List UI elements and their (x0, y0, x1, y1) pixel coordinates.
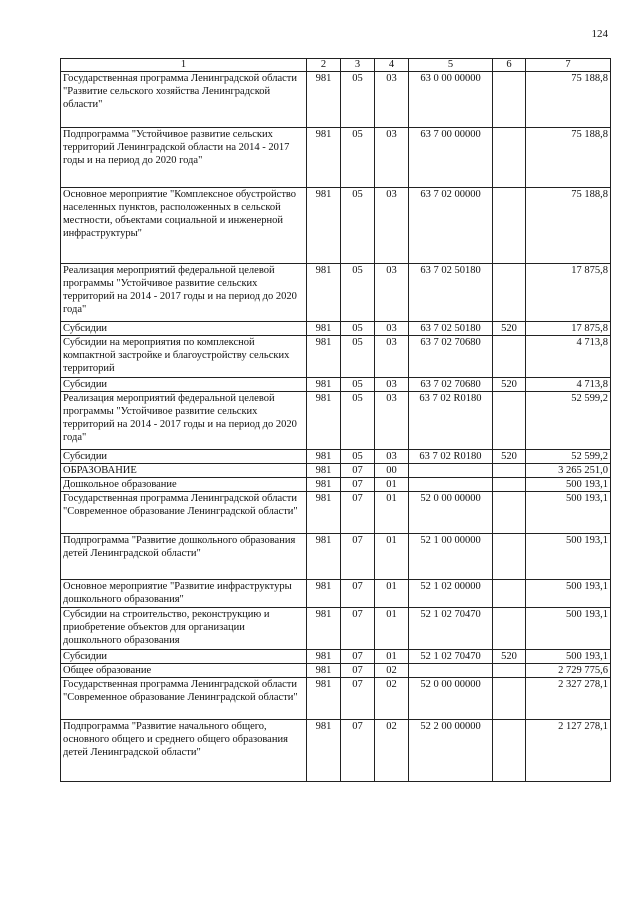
row-ministry-code-cell: 981 (307, 720, 341, 782)
row-name-cell: ОБРАЗОВАНИЕ (61, 464, 307, 478)
row-section-cell: 07 (341, 608, 375, 650)
row-amount-cell: 75 188,8 (526, 188, 611, 264)
row-section-cell: 05 (341, 128, 375, 188)
row-name-cell: Государственная программа Ленинградской области "Современное образование Ленинградской области" (61, 492, 307, 534)
row-name-cell: Субсидии (61, 322, 307, 336)
row-section-cell: 07 (341, 492, 375, 534)
column-header: 4 (375, 59, 409, 72)
row-section-cell: 05 (341, 322, 375, 336)
row-target-code-cell: 63 7 02 50180 (409, 322, 493, 336)
table-row (61, 128, 611, 188)
row-ministry-code-cell: 981 (307, 322, 341, 336)
row-ministry-code-cell: 981 (307, 336, 341, 378)
row-target-code-cell (409, 464, 493, 478)
row-name-cell: Субсидии на мероприятия по комплексной компактной застройке и благоустройству сельских территорий (61, 336, 307, 378)
row-target-code-cell: 52 0 00 00000 (409, 492, 493, 534)
row-ministry-code-cell: 981 (307, 264, 341, 322)
row-expense-type-cell (493, 188, 526, 264)
row-expense-type-cell (493, 478, 526, 492)
row-name-cell: Подпрограмма "Устойчивое развитие сельских территорий Ленинградской области на 2014 - 2017 годы и на период до 2020 года" (61, 128, 307, 188)
row-amount-cell: 500 193,1 (526, 492, 611, 534)
row-amount-cell: 52 599,2 (526, 392, 611, 450)
row-amount-cell: 500 193,1 (526, 650, 611, 664)
row-section-cell: 05 (341, 264, 375, 322)
row-subsection-cell: 03 (375, 322, 409, 336)
table-row (61, 580, 611, 608)
row-ministry-code-cell: 981 (307, 534, 341, 580)
row-section-cell: 07 (341, 464, 375, 478)
row-section-cell: 05 (341, 450, 375, 464)
column-header: 1 (61, 59, 307, 72)
table-row (61, 322, 611, 336)
row-ministry-code-cell: 981 (307, 378, 341, 392)
table-row (61, 678, 611, 720)
table-row (61, 534, 611, 580)
row-name-cell: Реализация мероприятий федеральной целевой программы "Устойчивое развитие сельских территорий на 2014 - 2017 годы и на период до 2020 года" (61, 392, 307, 450)
column-header: 3 (341, 59, 375, 72)
row-subsection-cell: 03 (375, 264, 409, 322)
row-amount-cell: 500 193,1 (526, 608, 611, 650)
table-row (61, 720, 611, 782)
row-subsection-cell: 03 (375, 188, 409, 264)
row-target-code-cell: 52 0 00 00000 (409, 678, 493, 720)
row-name-cell: Дошкольное образование (61, 478, 307, 492)
row-name-cell: Субсидии (61, 650, 307, 664)
row-subsection-cell: 03 (375, 378, 409, 392)
row-section-cell: 05 (341, 72, 375, 128)
row-target-code-cell: 52 1 02 00000 (409, 580, 493, 608)
row-expense-type-cell (493, 580, 526, 608)
row-section-cell: 07 (341, 664, 375, 678)
row-amount-cell: 3 265 251,0 (526, 464, 611, 478)
row-name-cell: Государственная программа Ленинградской области "Современное образование Ленинградской области" (61, 678, 307, 720)
row-expense-type-cell (493, 492, 526, 534)
table-row (61, 608, 611, 650)
row-section-cell: 05 (341, 392, 375, 450)
row-expense-type-cell: 520 (493, 650, 526, 664)
row-name-cell: Общее образование (61, 664, 307, 678)
column-header: 7 (526, 59, 611, 72)
row-section-cell: 07 (341, 580, 375, 608)
row-target-code-cell: 63 7 02 R0180 (409, 392, 493, 450)
row-ministry-code-cell: 981 (307, 464, 341, 478)
row-amount-cell: 75 188,8 (526, 128, 611, 188)
row-subsection-cell: 02 (375, 664, 409, 678)
row-expense-type-cell (493, 392, 526, 450)
row-section-cell: 05 (341, 378, 375, 392)
row-ministry-code-cell: 981 (307, 650, 341, 664)
table-row (61, 650, 611, 664)
table-row (61, 378, 611, 392)
column-header: 6 (493, 59, 526, 72)
row-target-code-cell: 52 1 02 70470 (409, 608, 493, 650)
row-amount-cell: 17 875,8 (526, 322, 611, 336)
table-row (61, 188, 611, 264)
row-target-code-cell: 63 7 02 00000 (409, 188, 493, 264)
column-header: 2 (307, 59, 341, 72)
budget-table (60, 58, 611, 782)
row-target-code-cell (409, 478, 493, 492)
row-name-cell: Основное мероприятие "Комплексное обустройство населенных пунктов, расположенных в сельской местности, объектами социальной и инженерной инфраструктуры" (61, 188, 307, 264)
row-ministry-code-cell: 981 (307, 392, 341, 450)
row-subsection-cell: 01 (375, 492, 409, 534)
row-amount-cell: 4 713,8 (526, 378, 611, 392)
row-amount-cell: 75 188,8 (526, 72, 611, 128)
table-header-row (61, 59, 611, 72)
row-section-cell: 05 (341, 336, 375, 378)
row-subsection-cell: 01 (375, 650, 409, 664)
row-ministry-code-cell: 981 (307, 450, 341, 464)
row-expense-type-cell: 520 (493, 378, 526, 392)
row-subsection-cell: 03 (375, 72, 409, 128)
row-name-cell: Подпрограмма "Развитие дошкольного образования детей Ленинградской области" (61, 534, 307, 580)
row-target-code-cell: 63 7 00 00000 (409, 128, 493, 188)
row-expense-type-cell (493, 72, 526, 128)
row-section-cell: 07 (341, 534, 375, 580)
row-amount-cell: 500 193,1 (526, 580, 611, 608)
row-ministry-code-cell: 981 (307, 580, 341, 608)
row-expense-type-cell (493, 720, 526, 782)
row-ministry-code-cell: 981 (307, 664, 341, 678)
row-subsection-cell: 03 (375, 336, 409, 378)
row-subsection-cell: 03 (375, 392, 409, 450)
row-expense-type-cell: 520 (493, 322, 526, 336)
row-subsection-cell: 00 (375, 464, 409, 478)
row-ministry-code-cell: 981 (307, 72, 341, 128)
row-expense-type-cell (493, 664, 526, 678)
row-target-code-cell: 63 0 00 00000 (409, 72, 493, 128)
table-row (61, 450, 611, 464)
row-target-code-cell: 63 7 02 70680 (409, 336, 493, 378)
table-row (61, 392, 611, 450)
table-body (61, 72, 611, 782)
column-header: 5 (409, 59, 493, 72)
row-ministry-code-cell: 981 (307, 478, 341, 492)
row-name-cell: Основное мероприятие "Развитие инфраструктуры дошкольного образования" (61, 580, 307, 608)
row-expense-type-cell (493, 264, 526, 322)
row-subsection-cell: 02 (375, 678, 409, 720)
page-number: 124 (591, 28, 608, 40)
row-expense-type-cell (493, 678, 526, 720)
row-ministry-code-cell: 981 (307, 188, 341, 264)
table-row (61, 492, 611, 534)
row-name-cell: Субсидии (61, 450, 307, 464)
row-subsection-cell: 03 (375, 128, 409, 188)
row-ministry-code-cell: 981 (307, 492, 341, 534)
row-target-code-cell: 52 2 00 00000 (409, 720, 493, 782)
row-amount-cell: 500 193,1 (526, 478, 611, 492)
row-target-code-cell: 63 7 02 50180 (409, 264, 493, 322)
row-section-cell: 07 (341, 478, 375, 492)
row-expense-type-cell (493, 608, 526, 650)
row-expense-type-cell (493, 128, 526, 188)
row-target-code-cell: 52 1 00 00000 (409, 534, 493, 580)
row-amount-cell: 2 127 278,1 (526, 720, 611, 782)
row-section-cell: 07 (341, 650, 375, 664)
row-expense-type-cell (493, 464, 526, 478)
row-subsection-cell: 01 (375, 534, 409, 580)
row-section-cell: 07 (341, 678, 375, 720)
table-row (61, 264, 611, 322)
row-target-code-cell (409, 664, 493, 678)
row-name-cell: Реализация мероприятий федеральной целевой программы "Устойчивое развитие сельских территорий на 2014 - 2017 годы и на период до 2020 года" (61, 264, 307, 322)
row-target-code-cell: 52 1 02 70470 (409, 650, 493, 664)
row-ministry-code-cell: 981 (307, 128, 341, 188)
row-amount-cell: 500 193,1 (526, 534, 611, 580)
row-amount-cell: 52 599,2 (526, 450, 611, 464)
row-amount-cell: 2 729 775,6 (526, 664, 611, 678)
row-name-cell: Субсидии (61, 378, 307, 392)
row-expense-type-cell (493, 336, 526, 378)
row-amount-cell: 2 327 278,1 (526, 678, 611, 720)
row-target-code-cell: 63 7 02 R0180 (409, 450, 493, 464)
row-amount-cell: 17 875,8 (526, 264, 611, 322)
row-ministry-code-cell: 981 (307, 608, 341, 650)
row-section-cell: 07 (341, 720, 375, 782)
row-name-cell: Государственная программа Ленинградской области "Развитие сельского хозяйства Ленинградской области" (61, 72, 307, 128)
row-amount-cell: 4 713,8 (526, 336, 611, 378)
row-name-cell: Субсидии на строительство, реконструкцию и приобретение объектов для организации дошкольного образования (61, 608, 307, 650)
row-subsection-cell: 01 (375, 608, 409, 650)
row-expense-type-cell (493, 534, 526, 580)
row-subsection-cell: 01 (375, 478, 409, 492)
row-name-cell: Подпрограмма "Развитие начального общего, основного общего и среднего общего образования детей Ленинградской области" (61, 720, 307, 782)
table-row (61, 464, 611, 478)
row-expense-type-cell: 520 (493, 450, 526, 464)
table-row (61, 72, 611, 128)
row-section-cell: 05 (341, 188, 375, 264)
row-subsection-cell: 03 (375, 450, 409, 464)
table-row (61, 664, 611, 678)
row-target-code-cell: 63 7 02 70680 (409, 378, 493, 392)
row-subsection-cell: 01 (375, 580, 409, 608)
table-row (61, 478, 611, 492)
table-row (61, 336, 611, 378)
row-subsection-cell: 02 (375, 720, 409, 782)
row-ministry-code-cell: 981 (307, 678, 341, 720)
